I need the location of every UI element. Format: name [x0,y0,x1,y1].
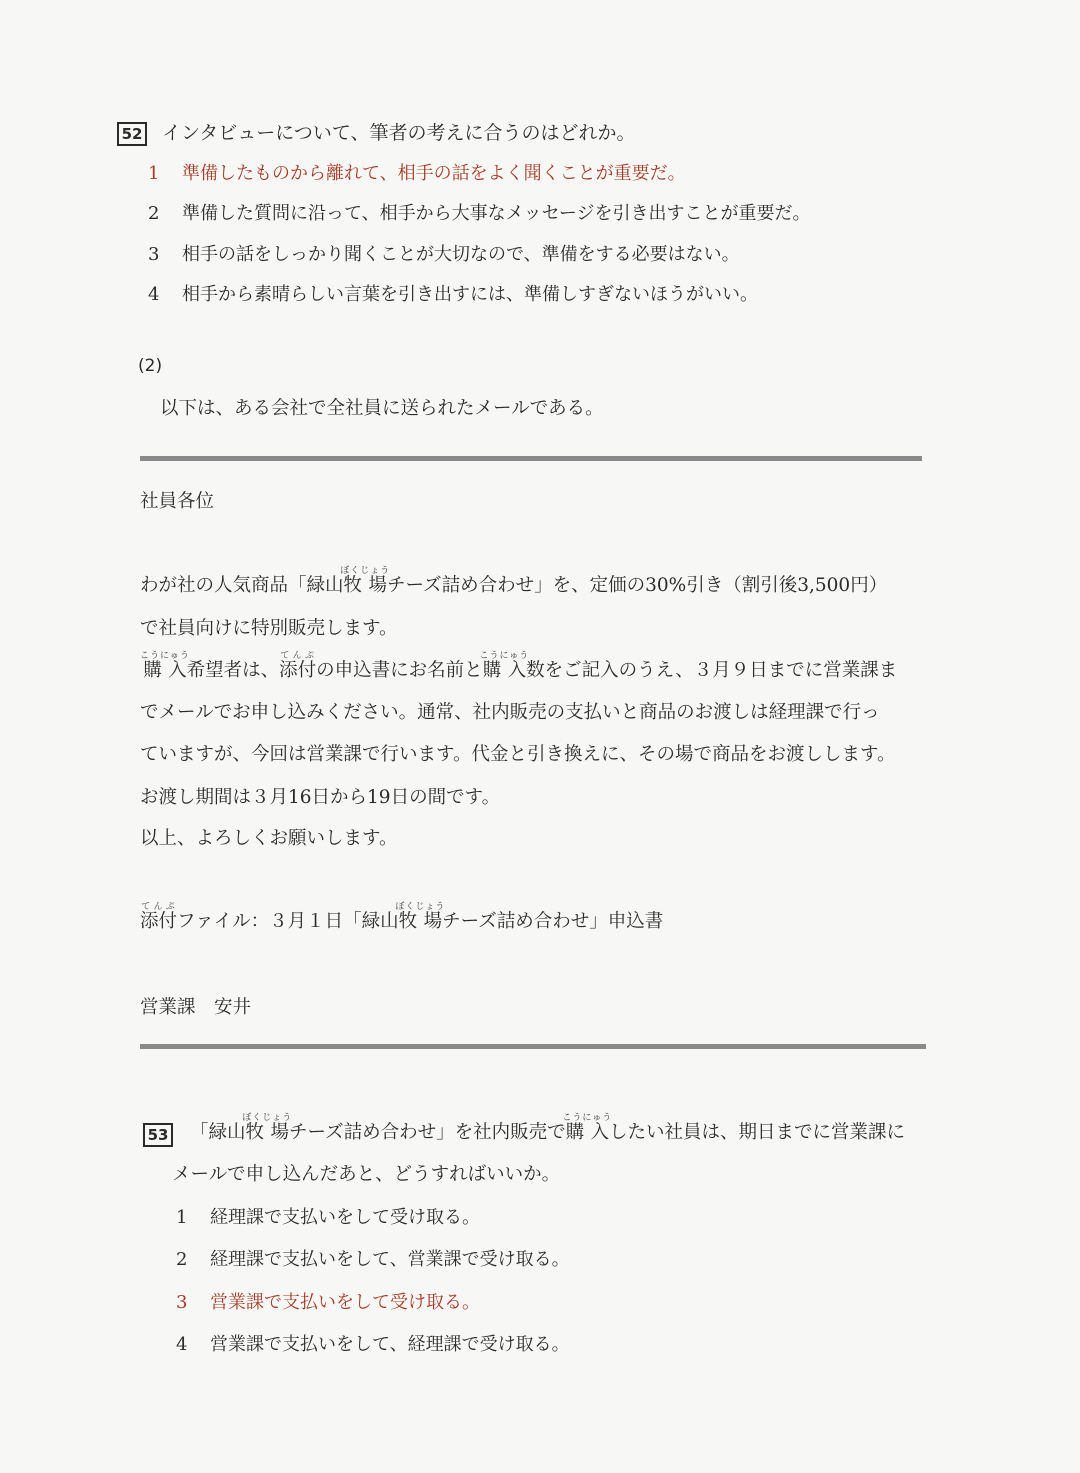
question-number-52: 52 [117,122,147,146]
ruby-base: 購入 [479,660,530,681]
ruby-bokujo [340,566,391,596]
question-number-53: 53 [143,1123,173,1147]
option-text: 経理課で支払いをして、営業課で受け取る。 [210,1249,570,1270]
ruby-reading: ぼくじょう [340,566,391,576]
ruby-reading: ぼくじょう [395,902,446,912]
ruby-reading: てんぷ [279,651,317,661]
ruby-base: 購入 [562,1122,613,1143]
option-number: 3 [176,1292,188,1313]
ruby-reading: ぼくじょう [242,1113,293,1123]
q53-option-3[interactable] [176,1291,480,1315]
ruby-base: 牧場 [340,575,391,596]
question-53-stem-line-2: メールで申し込んだあと、どうすればいいか。 [172,1164,561,1185]
option-text: 営業課で支払いをして、経理課で受け取る。 [210,1334,570,1355]
ruby-base: 添付 [140,911,178,932]
option-text: 経理課で支払いをして受け取る。 [210,1207,480,1228]
email-paragraph-1-line-2: で社員向けに特別販売します。 [140,618,398,639]
section-label: (2) [138,356,163,376]
option-number: 1 [176,1207,188,1228]
email-bottom-divider [140,1044,926,1049]
ruby-kounyu-3 [562,1113,613,1143]
email-paragraph-2-line-3: ていますが、今回は営業課で行います。代金と引き換えに、その場で商品をお渡しします。 [140,744,896,765]
email-paragraph-1-line-1 [140,566,887,598]
q52-option-3[interactable] [148,243,740,267]
email-top-divider [140,456,922,461]
ruby-bokujo-2 [395,902,446,932]
email-sender: 営業課 安井 [140,997,252,1018]
ruby-reading: こうにゅう [140,651,190,661]
option-number: 4 [176,1334,188,1355]
question-52-stem: インタビューについて、筆者の考えに合うのはどれか。 [162,122,636,144]
q53-option-2[interactable] [176,1248,570,1272]
ruby-base: 牧場 [395,911,446,932]
text-span: 「緑山 [190,1122,246,1143]
text-span: したい社員は、期日までに営業課に [609,1122,906,1143]
email-greeting: 社員各位 [140,491,215,512]
option-number: 1 [148,163,160,184]
option-number: 2 [176,1249,188,1270]
ruby-bokujo-3 [242,1113,293,1143]
text-span: の申込書にお名前と [316,660,483,681]
option-number: 2 [148,203,160,224]
option-number: 3 [148,244,160,265]
q53-option-1[interactable] [176,1206,480,1230]
option-text: 相手の話をしっかり聞くことが大切なので、準備をする必要はない。 [182,244,740,265]
ruby-tenpu-2 [140,902,178,932]
email-paragraph-2-line-1 [140,651,897,683]
q52-option-1[interactable] [148,162,686,186]
option-text: 営業課で支払いをして受け取る。 [210,1292,480,1313]
q52-option-2[interactable] [148,202,811,226]
text-span: 数をご記入のうえ、３月９日までに営業課ま [526,660,898,681]
option-number: 4 [148,284,160,305]
option-text: 準備したものから離れて、相手の話をよく聞くことが重要だ。 [182,163,686,184]
text-span: チーズ詰め合わせ」を、定価の30%引き（割引後3,500円） [387,575,888,596]
ruby-kounyu-2 [479,651,530,681]
ruby-base: 購入 [140,660,190,681]
text-span: チーズ詰め合わせ」を社内販売で [289,1122,566,1143]
question-53-stem-line-1 [190,1113,905,1145]
email-paragraph-2-line-2: でメールでお申し込みください。通常、社内販売の支払いと商品のお渡しは経理課で行っ [140,702,880,723]
q52-option-4[interactable] [148,283,758,307]
ruby-reading: こうにゅう [479,651,530,661]
option-text: 相手から素晴らしい言葉を引き出すには、準備しすぎないほうがいい。 [182,284,758,305]
ruby-base: 添付 [279,660,317,681]
ruby-tenpu [279,651,317,681]
ruby-reading: てんぷ [140,902,177,912]
email-closing: 以上、よろしくお願いします。 [140,828,398,849]
ruby-base: 牧場 [242,1122,293,1143]
email-attachment [140,902,663,934]
option-text: 準備した質問に沿って、相手から大事なメッセージを引き出すことが重要だ。 [182,203,811,224]
section-intro: 以下は、ある会社で全社員に送られたメールである。 [160,398,604,419]
ruby-kounyu [140,651,190,681]
ruby-reading: こうにゅう [562,1113,613,1123]
q53-option-4[interactable] [176,1333,570,1357]
email-paragraph-2-line-4: お渡し期間は３月16日から19日の間です。 [140,787,501,808]
text-span: 希望者は、 [186,660,280,681]
text-span: ファイル：３月１日「緑山 [177,911,399,932]
text-span: チーズ詰め合わせ」申込書 [442,911,664,932]
text-span: わが社の人気商品「緑山 [140,575,344,596]
